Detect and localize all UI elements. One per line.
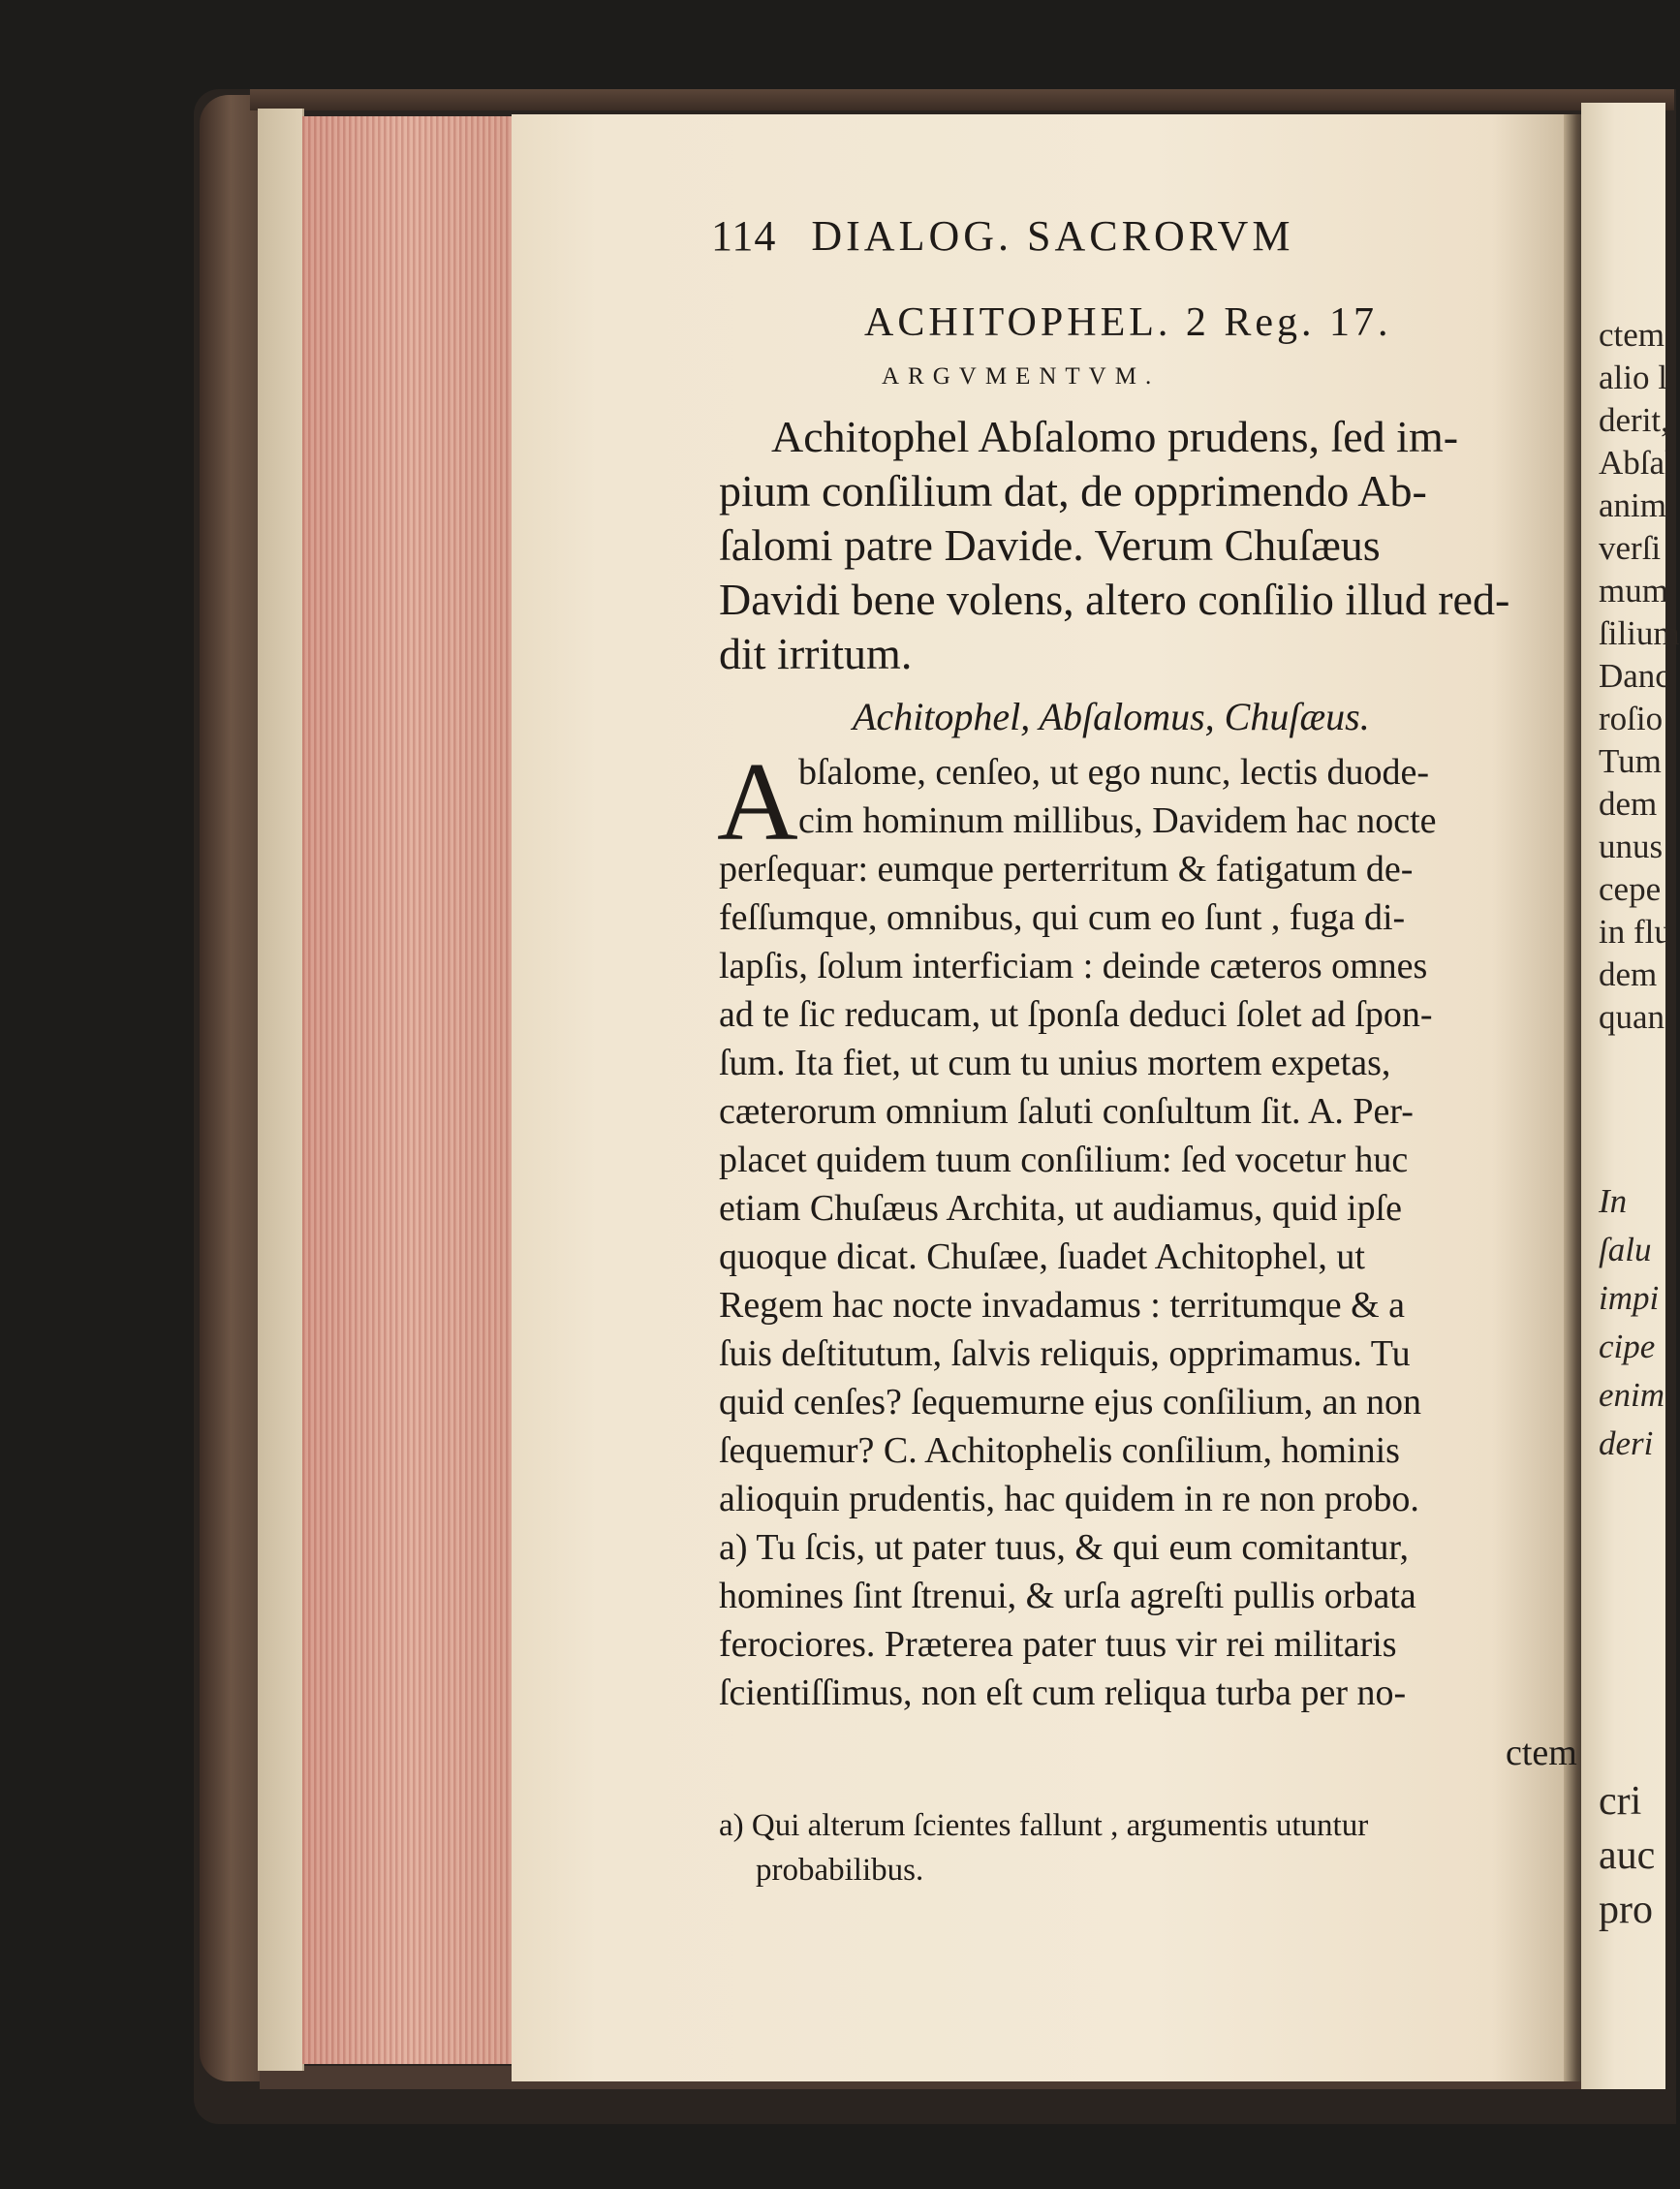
body-line: quoque dicat. Chuſæe, ſuadet Achitophel, ut [719, 1236, 1365, 1277]
argument-line: pium conſilium dat, de opprimendo Ab- [719, 466, 1427, 516]
body-line: ſequemur? C. Achitophelis conſilium, hominis [719, 1430, 1400, 1471]
facing-fragment: unus [1599, 828, 1664, 865]
body-line: perſequar: eumque perterritum & fatigatum de- [719, 849, 1414, 890]
facing-fragment: ſilium [1599, 614, 1680, 652]
facing-fragment: derit, [1599, 401, 1669, 439]
catchword: ctem [1506, 1733, 1577, 1773]
facing-fragment: cepe [1599, 870, 1662, 908]
body-line: feſſumque, omnibus, qui cum eo ſunt , fuga di- [719, 897, 1406, 938]
page-number: 114 [711, 212, 777, 260]
facing-fragment: anim [1599, 486, 1666, 524]
facing-fragment: In [1599, 1182, 1628, 1220]
body-line: bſalome, cenſeo, ut ego nunc, lectis duode- [798, 752, 1430, 793]
facing-fragment: cipe [1599, 1328, 1656, 1365]
body-line: homines ſint ſtrenui, & urſa agreſti pullis orbata [719, 1576, 1416, 1616]
footnote-line: probabilibus. [756, 1853, 924, 1888]
facing-fragment: ſalu [1599, 1231, 1652, 1268]
argument-line: Achitophel Abſalomo prudens, ſed im- [771, 412, 1459, 461]
facing-fragment: dem [1599, 785, 1658, 823]
facing-fragment: impi [1599, 1279, 1660, 1317]
facing-fragment: ctem [1599, 316, 1665, 354]
body-line: a) Tu ſcis, ut pater tuus, & qui eum comitantur, [719, 1527, 1409, 1568]
body-line: placet quidem tuum conſilium: ſed vocetur huc [719, 1140, 1409, 1180]
body-line: etiam Chuſæus Archita, ut audiamus, quid ipſe [719, 1188, 1403, 1229]
argument-line: ſalomi patre Davide. Verum Chuſæus [719, 520, 1381, 570]
running-title: DIALOG. SACRORVM [811, 212, 1294, 260]
facing-fragment: Danc [1599, 657, 1670, 695]
body-line: quid cenſes? ſequemurne ejus conſilium, an non [719, 1382, 1421, 1423]
facing-fragment: mum [1599, 572, 1668, 610]
facing-fragment: quan [1599, 998, 1665, 1036]
facing-fragment: Tum [1599, 742, 1662, 780]
argument-label: ARGVMENTVM. [882, 363, 1161, 390]
facing-fragment: pro [1599, 1888, 1653, 1932]
body-line: Regem hac nocte invadamus : territumque & a [719, 1285, 1406, 1326]
facing-fragment: in flu [1599, 913, 1671, 951]
body-line: alioquin prudentis, hac quidem in re non probo. [719, 1479, 1419, 1519]
facing-fragment: alio l [1599, 359, 1667, 396]
body-line: ſuis deſtitutum, ſalvis reliquis, opprimamus. Tu [719, 1333, 1411, 1374]
body-line: ſum. Ita fiet, ut cum tu unius mortem expetas, [719, 1043, 1391, 1083]
body-line: ſcientiſſimus, non eſt cum reliqua turba per no- [719, 1673, 1407, 1713]
facing-fragment: enim [1599, 1376, 1665, 1414]
facing-fragment: Abſal [1599, 444, 1674, 482]
facing-fragment: verſi [1599, 529, 1662, 567]
dialogue-persons: Achitophel, Abſalomus, Chuſæus. [853, 695, 1370, 738]
footnote-line: a) Qui alterum ſcientes fallunt , argumentis utuntur [719, 1808, 1369, 1843]
facing-fragment: dem [1599, 955, 1658, 993]
body-line: lapſis, ſolum interficiam : deinde cæteros omnes [719, 946, 1428, 986]
body-line: ad te ſic reducam, ut ſponſa deduci ſolet ad ſpon- [719, 994, 1433, 1035]
facing-fragment: auc [1599, 1833, 1656, 1878]
section-heading: ACHITOPHEL. 2 Reg. 17. [864, 300, 1392, 345]
facing-fragment: roſio [1599, 700, 1664, 737]
body-line: cæterorum omnium ſaluti conſultum ſit. A. Per- [719, 1091, 1414, 1132]
argument-line: dit irritum. [719, 629, 913, 678]
running-head [711, 212, 1294, 260]
drop-cap: A [717, 740, 798, 864]
argument-line: Davidi bene volens, altero conſilio illud red- [719, 575, 1510, 624]
facing-fragment: cri [1599, 1779, 1642, 1824]
facing-fragment: deri [1599, 1424, 1654, 1462]
body-line: cim hominum millibus, Davidem hac nocte [798, 800, 1437, 841]
body-line: ferociores. Præterea pater tuus vir rei militaris [719, 1624, 1397, 1665]
